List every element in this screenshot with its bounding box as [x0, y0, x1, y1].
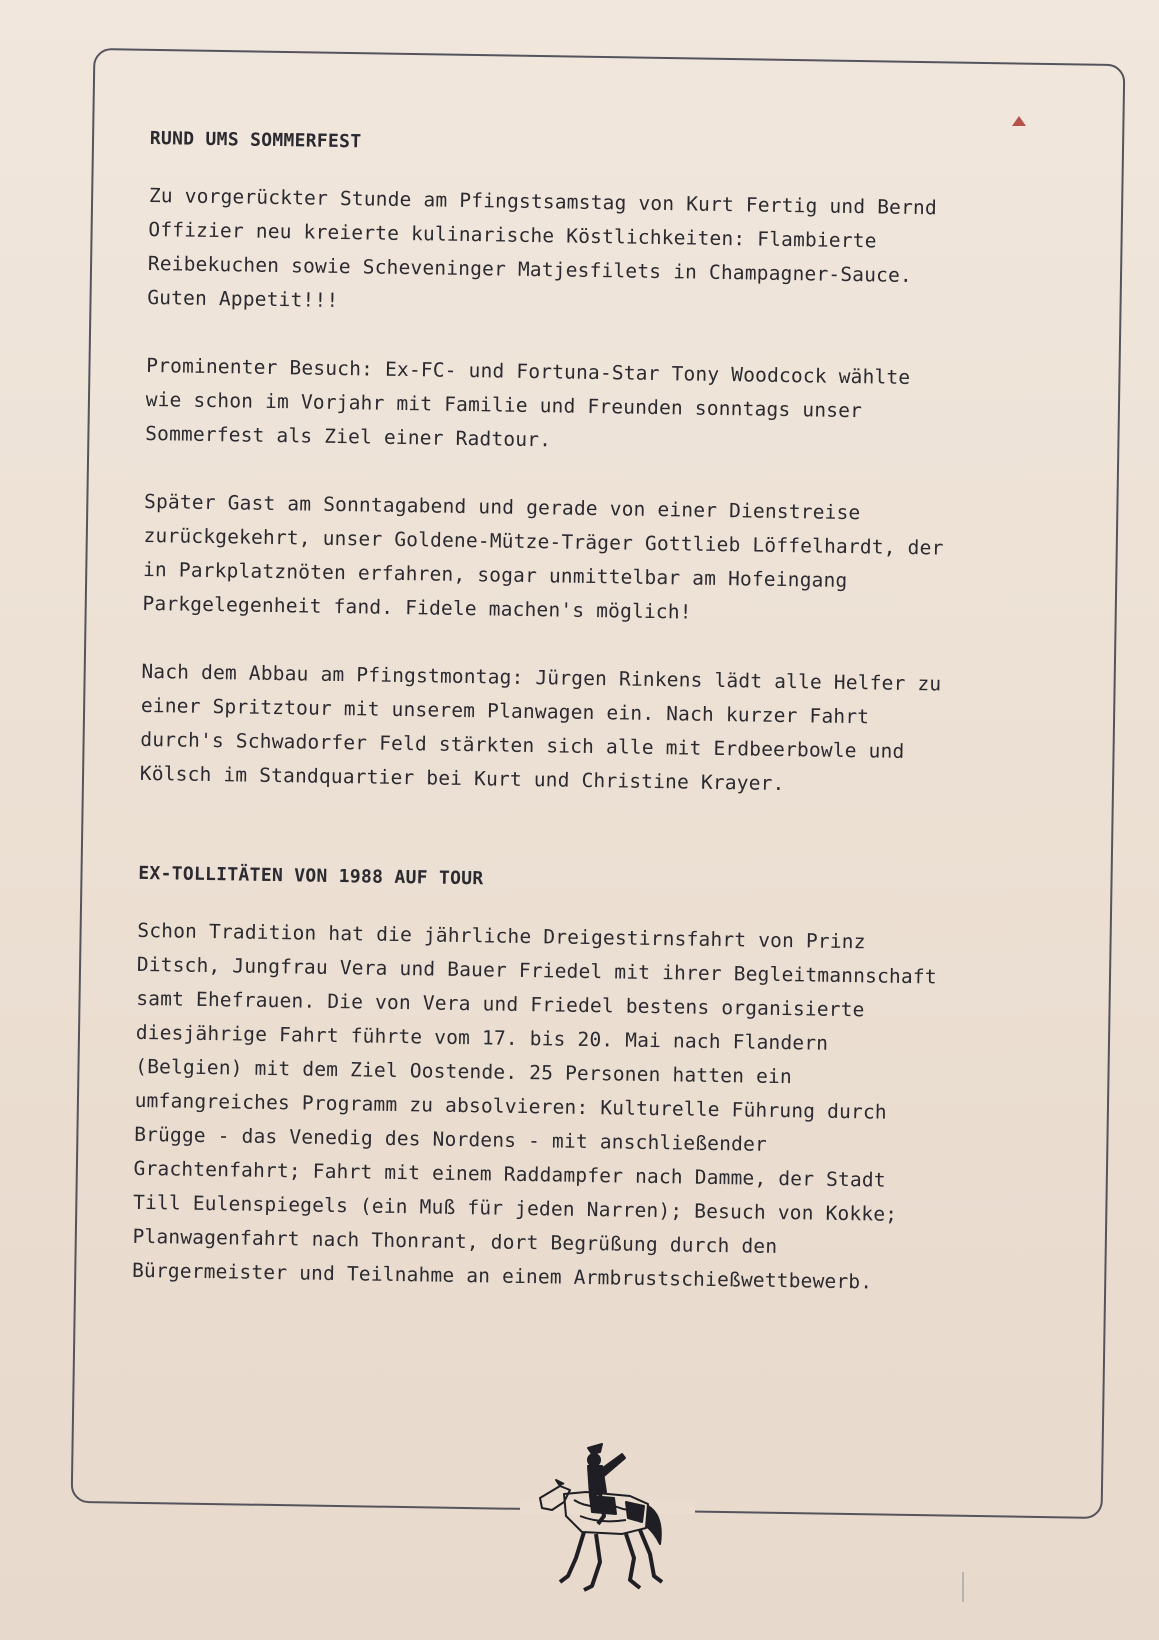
stray-pen-mark [960, 1572, 966, 1602]
section-sommerfest [140, 128, 1080, 806]
paragraph: Nach dem Abbau am Pfingstmontag: Jürgen Rinkens lädt alle Helfer zu einer Spritztour mit unserem Planwagen ein. Nach kurzer Fahrt durch's Schwadorfer Feld stärkten sich alle mit Erdbeerbowle und Kölsch im Standquartier bei Kurt und Christine Krayer. [139, 659, 942, 796]
red-triangle-mark [1012, 116, 1026, 126]
paragraph: Später Gast am Sonntagabend und gerade von einer Dienstreise zurückgekehrt, unser Goldene-Mütze-Träger Gottlieb Löffelhardt, der in Parkplatznöten erfahren, sogar unmittelbar am Hofeingang Parkgelegenheit fand. Fidele machen's möglich! [142, 489, 944, 624]
horse-rider-icon [530, 1440, 680, 1600]
paragraph: Prominenter Besuch: Ex-FC- und Fortuna-Star Tony Woodcock wählte wie schon im Vorjahr mit Familie und Freunden sonntags unser Sommerfest als Ziel einer Radtour. [145, 353, 911, 452]
paragraph: Zu vorgerückter Stunde am Pfingstsamstag von Kurt Fertig und Bernd Offizier neu kreierte kulinarische Köstlichkeiten: Flambierte Reibekuchen sowie Scheveninger Matjesfilets in Champagner-Sauce. Guten Appetit!!! [147, 183, 938, 312]
section-title: EX-TOLLITÄTEN VON 1988 AUF TOUR [138, 862, 484, 890]
paragraph: Schon Tradition hat die jährliche Dreigestirnsfahrt von Prinz Ditsch, Jungfrau Vera und Bauer Friedel mit ihrer Begleitmannschaft samt Ehefrauen. Die von Vera und Friedel bestens organisierte diesjährige Fahrt führte vom 17. bis 20. Mai nach Flandern (Belgien) mit dem Ziel Oostende. 25 Personen hatten ein umfangreiches Programm zu absolvieren: Kulturelle Führung durch Brügge - das Venedig des Nordens - mit anschließender Grachtenfahrt; Fahrt mit einem Raddampfer nach Damme, der Stadt Till Eulenspiegels (ein Muß für jeden Narren); Besuch von Kokke; Planwagenfahrt nach Thonrant, dort Begrüßung durch den Bürgermeister und Teilnahme an einem Armbrustschießwettbewerb. [131, 918, 937, 1294]
section-ex-tollitaeten [132, 863, 1069, 1303]
document-body [131, 128, 1080, 1336]
section-title: RUND UMS SOMMERFEST [149, 128, 362, 153]
